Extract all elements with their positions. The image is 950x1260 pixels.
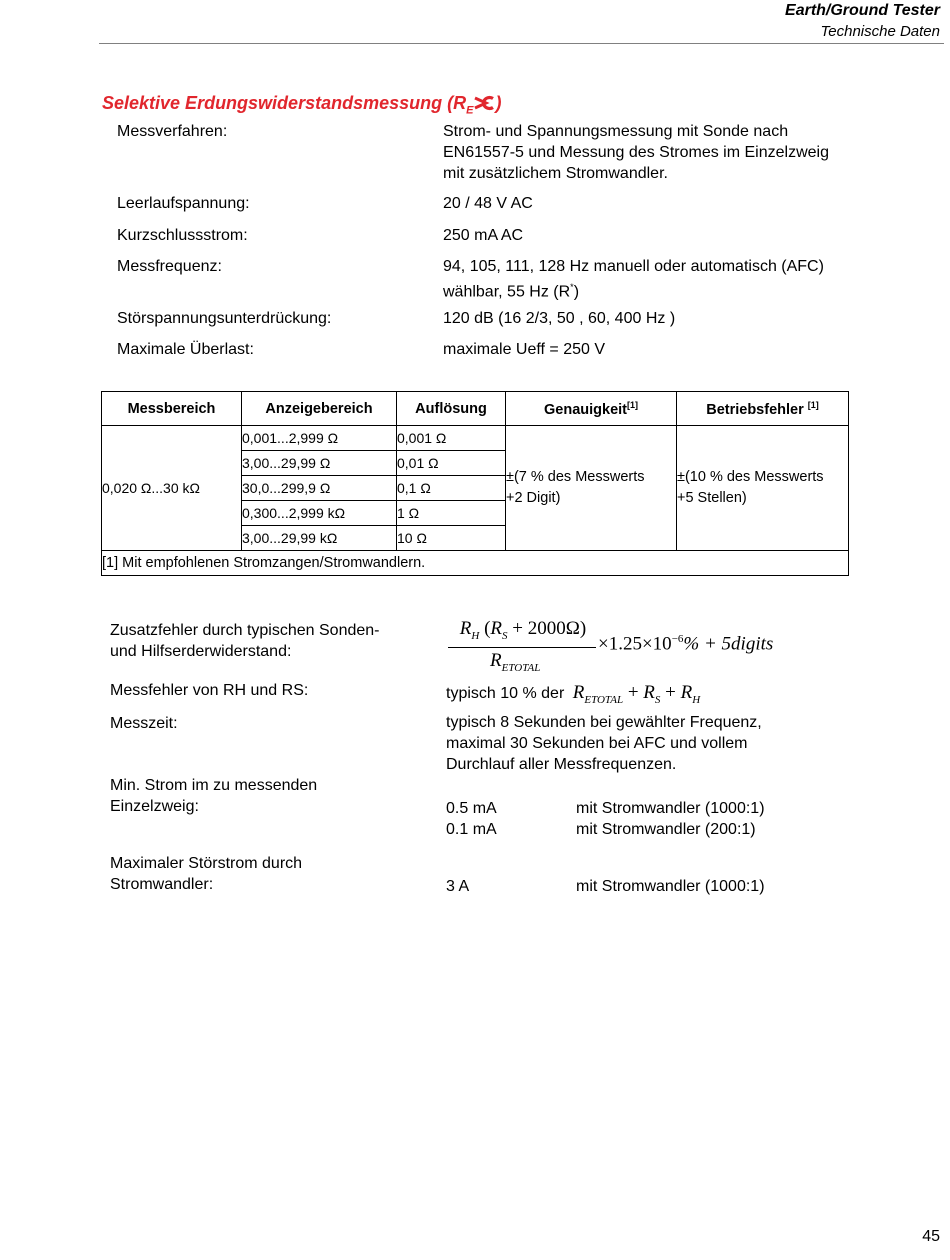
- header-accuracy: [506, 392, 677, 426]
- time-line: Durchlauf aller Messfrequenzen.: [446, 756, 677, 773]
- display-cell: 3,00...29,99 Ω: [242, 451, 397, 476]
- section-title-close: ): [495, 93, 502, 113]
- spec-value-line: [443, 277, 824, 302]
- spec-value-line: Strom- und Spannungsmessung mit Sonde nach: [443, 123, 789, 140]
- label-line: Maximaler Störstrom durch: [110, 855, 303, 872]
- formula-numerator: [448, 618, 598, 642]
- time-label: Messzeit:: [110, 715, 178, 732]
- section-title-subscript: E: [466, 104, 474, 117]
- header-operating-error: [677, 392, 849, 426]
- document-subtitle: Technische Daten: [820, 23, 940, 40]
- min-current-note-2: mit Stromwandler (200:1): [576, 821, 756, 838]
- resolution-cell: 10 Ω: [397, 526, 506, 551]
- spec-label-short-current: Kurzschlussstrom:: [117, 227, 248, 244]
- formula-symbol: R: [490, 650, 502, 671]
- accuracy-cell: [506, 426, 677, 551]
- display-cell: 0,001...2,999 Ω: [242, 426, 397, 451]
- formula-symbol: +: [660, 682, 681, 703]
- footnote-mark: [1]: [627, 399, 638, 410]
- label-line: Min. Strom im zu messenden: [110, 777, 318, 794]
- max-current-label: [110, 853, 302, 895]
- section-title-text: Selektive Erdungswiderstandsmessung (R: [102, 93, 467, 113]
- display-cell: 3,00...29,99 kΩ: [242, 526, 397, 551]
- meas-error-label: Messfehler von RH und RS:: [110, 682, 309, 699]
- label-line: Zusatzfehler durch typischen Sonden-: [110, 622, 380, 639]
- formula-subscript: H: [692, 693, 701, 706]
- operating-error-line: ±(10 % des Messwerts: [677, 469, 824, 485]
- frequency-close: ): [573, 283, 580, 301]
- spec-value-frequency: [443, 256, 824, 302]
- section-title: [102, 93, 501, 117]
- time-value: [446, 712, 762, 775]
- accuracy-line: +2 Digit): [506, 490, 561, 506]
- min-current-value-2: 0.1 mA: [446, 821, 497, 838]
- header-range: Messbereich: [102, 392, 242, 426]
- accuracy-line: ±(7 % des Messwerts: [506, 469, 645, 485]
- formula-symbol: R: [459, 618, 472, 639]
- header-accuracy-label: Genauigkeit: [544, 401, 627, 418]
- time-line: typisch 8 Sekunden bei gewählter Frequenz,: [446, 714, 762, 731]
- formula-tail: [598, 633, 773, 655]
- label-line: Einzelzweig:: [110, 798, 199, 815]
- formula-subscript: H: [471, 629, 480, 642]
- formula-symbol: (: [479, 618, 491, 639]
- spec-label-max-overload: Maximale Überlast:: [117, 341, 254, 358]
- spec-value-noise-rejection: 120 dB (16 2/3, 50 , 60, 400 Hz ): [443, 310, 676, 327]
- formula-symbol: R: [680, 682, 693, 703]
- time-line: maximal 30 Sekunden bei AFC und vollem: [446, 735, 748, 752]
- formula-subscript: S: [654, 693, 661, 706]
- frequency-asterisk: *: [570, 282, 574, 292]
- max-current-note: mit Stromwandler (1000:1): [576, 878, 765, 895]
- operating-error-line: +5 Stellen): [677, 490, 747, 506]
- formula-symbol: % + 5digits: [683, 633, 774, 655]
- table-footnote: [1] Mit empfohlenen Stromzangen/Stromwandlern.: [102, 551, 849, 576]
- resolution-cell: 0,001 Ω: [397, 426, 506, 451]
- spec-value-open-voltage: 20 / 48 V AC: [443, 195, 533, 212]
- range-cell: 0,020 Ω...30 kΩ: [102, 426, 242, 551]
- meas-error-formula: [572, 682, 701, 706]
- meas-error-value: [446, 682, 700, 711]
- measurement-table: [101, 391, 849, 576]
- table-footnote-row: [102, 551, 849, 576]
- display-cell: 30,0...299,9 Ω: [242, 476, 397, 501]
- meas-error-text: typisch 10 % der: [446, 685, 565, 702]
- formula-symbol: ×1.25×10: [598, 633, 672, 655]
- table-row: [102, 426, 849, 451]
- label-line: Stromwandler:: [110, 876, 214, 893]
- formula-symbol: R: [490, 618, 503, 639]
- operating-error-cell: [677, 426, 849, 551]
- spec-value-line: EN61557-5 und Messung des Stromes im Einzelzweig: [443, 144, 829, 161]
- spec-value-method: [443, 121, 829, 184]
- resolution-cell: 0,01 Ω: [397, 451, 506, 476]
- table-header-row: [102, 392, 849, 426]
- formula-subscript: S: [502, 629, 508, 642]
- spec-label-method: Messverfahren:: [117, 123, 228, 140]
- resolution-cell: 0,1 Ω: [397, 476, 506, 501]
- spec-label-frequency: Messfrequenz:: [117, 258, 222, 275]
- spec-value-line: 94, 105, 111, 128 Hz manuell oder automatisch (AFC): [443, 258, 824, 275]
- formula-exponent: −6: [671, 633, 684, 645]
- spec-value-max-overload: maximale Ueff = 250 V: [443, 341, 606, 358]
- display-cell: 0,300...2,999 kΩ: [242, 501, 397, 526]
- current-clamp-icon: [473, 95, 495, 116]
- formula-symbol: R: [643, 682, 655, 703]
- page-number: 45: [922, 1228, 940, 1245]
- formula-denominator: [490, 650, 540, 674]
- footnote-mark: [1]: [807, 399, 819, 410]
- min-current-label: [110, 775, 317, 817]
- max-current-value: 3 A: [446, 878, 470, 895]
- header-divider: [99, 43, 944, 44]
- resolution-cell: 1 Ω: [397, 501, 506, 526]
- spec-value-line: mit zusätzlichem Stromwandler.: [443, 165, 668, 182]
- label-line: und Hilfserderwiderstand:: [110, 643, 292, 660]
- formula-symbol: R: [572, 682, 585, 703]
- formula-symbol: +: [623, 682, 644, 703]
- formula-symbol: + 2000Ω): [507, 618, 587, 639]
- additional-error-label: [110, 620, 379, 662]
- min-current-note-1: mit Stromwandler (1000:1): [576, 800, 765, 817]
- formula-subscript: ETOTAL: [584, 693, 624, 706]
- header-operating-error-label: Betriebsfehler: [706, 401, 804, 418]
- formula-subscript: ETOTAL: [501, 661, 541, 674]
- document-title: Earth/Ground Tester: [785, 2, 940, 19]
- spec-label-noise-rejection: Störspannungsunterdrückung:: [117, 310, 332, 327]
- spec-label-open-voltage: Leerlaufspannung:: [117, 195, 250, 212]
- header-resolution: Auflösung: [397, 392, 506, 426]
- spec-value-short-current: 250 mA AC: [443, 227, 524, 244]
- fraction-bar: [448, 647, 596, 648]
- frequency-text: wählbar, 55 Hz (R: [443, 283, 571, 301]
- min-current-value-1: 0.5 mA: [446, 800, 497, 817]
- header-display: Anzeigebereich: [242, 392, 397, 426]
